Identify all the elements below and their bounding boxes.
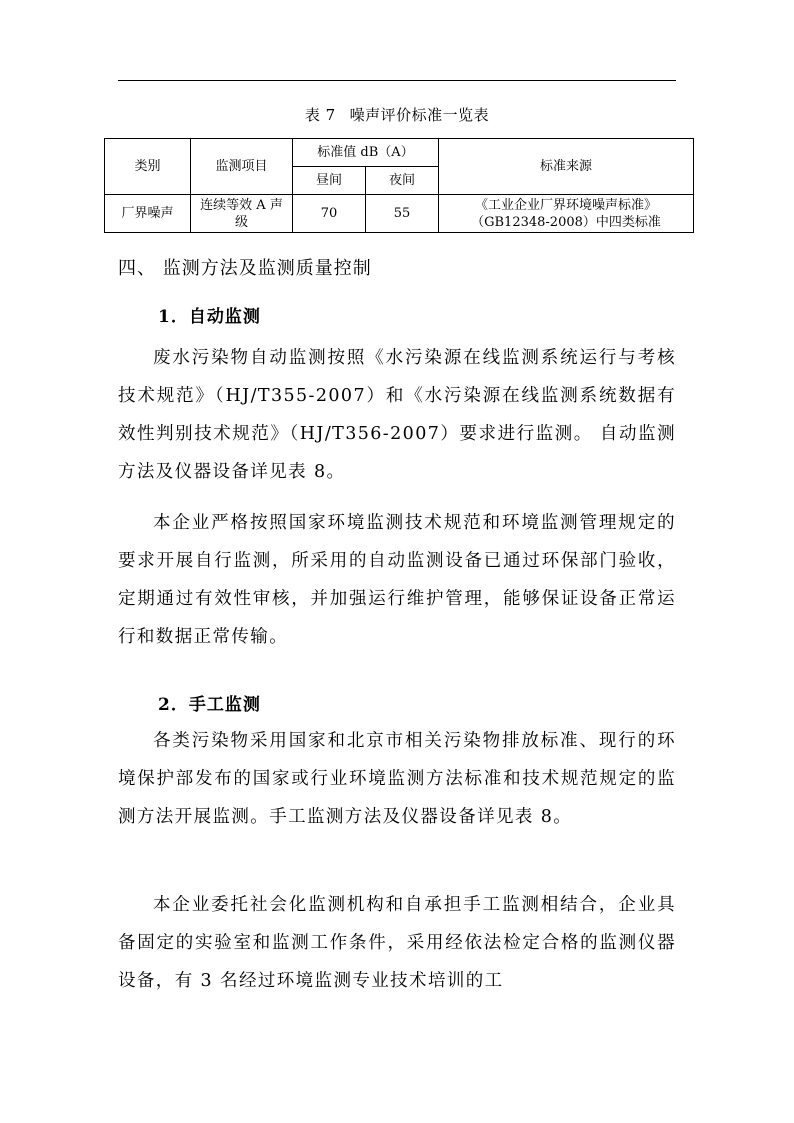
- subsection-title-manual: 2．手工监测: [158, 695, 261, 715]
- header-category: 类别: [105, 139, 191, 195]
- header-source: 标准来源: [439, 139, 694, 195]
- header-day: 昼间: [293, 167, 366, 195]
- header-item: 监测项目: [191, 139, 293, 195]
- subsection-title-auto: 1．自动监测: [158, 307, 261, 327]
- table-title: 噪声评价标准一览表: [349, 106, 490, 124]
- section-heading: 四、 监测方法及监测质量控制: [118, 258, 372, 279]
- cell-category: 厂界噪声: [105, 195, 191, 233]
- cell-source: [439, 195, 694, 233]
- header-standard-value: 标准值 dB（A）: [293, 139, 439, 167]
- table-number: 表 7: [304, 106, 336, 124]
- paragraph-auto-1: 废水污染物自动监测按照《水污染源在线监测系统运行与考核技术规范》（HJ/T355-2007）和《水污染源在线监测系统数据有效性判别技术规范》（HJ/T356-2007）要求进行监测。 自动监测方法及仪器设备详见表 8。: [118, 348, 676, 482]
- cell-day: 70: [293, 195, 366, 233]
- header-night: 夜间: [366, 167, 439, 195]
- cell-source-line2: （GB12348-2008）中四类标准: [471, 214, 661, 230]
- cell-item: 连续等效 A 声级: [191, 195, 293, 233]
- paragraph-manual-2: 本企业委托社会化监测机构和自承担手工监测相结合，企业具备固定的实验室和监测工作条件，采用经依法检定合格的监测仪器设备，有 3 名经过环境监测专业技术培训的工: [118, 895, 676, 991]
- noise-standard-table: [104, 138, 694, 233]
- table-row: [105, 195, 694, 233]
- paragraph-manual-1: 各类污染物采用国家和北京市相关污染物排放标准、现行的环境保护部发布的国家或行业环境监测方法标准和技术规范规定的监测方法开展监测。手工监测方法及仪器设备详见表 8。: [118, 731, 676, 827]
- header-rule: [118, 80, 676, 81]
- cell-night: 55: [366, 195, 439, 233]
- cell-source-line1: 《工业企业厂界环境噪声标准》: [474, 197, 657, 213]
- table-caption: [0, 104, 794, 125]
- table-header-row: [105, 139, 694, 167]
- paragraph-auto-2: 本企业严格按照国家环境监测技术规范和环境监测管理规定的要求开展自行监测，所采用的自动监测设备已通过环保部门验收，定期通过有效性审核，并加强运行维护管理，能够保证设备正常运行和数据正常传输。: [118, 513, 676, 647]
